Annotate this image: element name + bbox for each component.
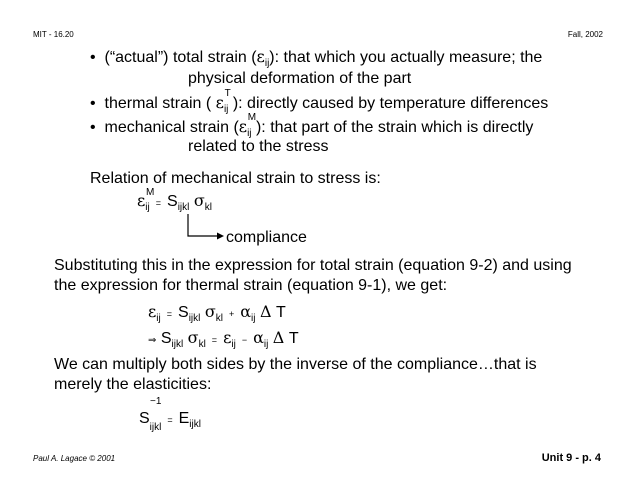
paragraph-line: We can multiply both sides by the inverse of the compliance…that is bbox=[54, 356, 537, 373]
bullet-mechanical-strain-cont: related to the stress bbox=[188, 138, 329, 155]
subscript: ijkl bbox=[149, 422, 162, 433]
compliance-symbol: S bbox=[167, 193, 178, 210]
equals-sign: = bbox=[167, 415, 173, 425]
alpha-symbol: α bbox=[240, 302, 252, 321]
relation-intro: Relation of mechanical strain to stress is: bbox=[90, 170, 381, 187]
sigma-symbol: σ bbox=[204, 302, 216, 321]
temperature-symbol: T bbox=[275, 304, 286, 321]
bullet-text: thermal strain ( bbox=[104, 95, 216, 112]
total-strain-equation bbox=[148, 302, 286, 325]
paragraph-line: Substituting this in the expression for total strain (equation 9-2) and using bbox=[54, 257, 572, 274]
epsilon-symbol: ε bbox=[148, 302, 157, 321]
subscript: ij bbox=[247, 128, 252, 139]
term-label: Fall, 2002 bbox=[567, 30, 603, 39]
delta-symbol: Δ bbox=[272, 328, 285, 347]
equals-sign: = bbox=[155, 198, 162, 208]
compliance-label: compliance bbox=[226, 229, 307, 246]
equals-sign: = bbox=[211, 335, 218, 345]
subscript: ij bbox=[264, 58, 270, 69]
subscript: kl bbox=[215, 313, 223, 324]
subscript: ij bbox=[251, 313, 256, 324]
compliance-symbol: S bbox=[178, 304, 189, 321]
epsilon-symbol: ε bbox=[238, 117, 248, 136]
bullet-thermal-strain bbox=[90, 88, 549, 116]
bullet-text: (“actual”) total strain ( bbox=[104, 49, 257, 66]
subscript: ijkl bbox=[189, 419, 201, 430]
compliance-symbol: S bbox=[160, 330, 172, 347]
subscript: kl bbox=[198, 339, 206, 350]
sigma-symbol: σ bbox=[193, 191, 205, 210]
superscript: T bbox=[224, 88, 231, 99]
alpha-symbol: α bbox=[253, 328, 264, 347]
compliance-symbol: S bbox=[139, 410, 150, 427]
bullet-text: mechanical strain ( bbox=[104, 119, 239, 136]
bullet-text: ): directly caused by temperature differences bbox=[228, 95, 549, 112]
bullet-text: ): that which you actually measure; the bbox=[269, 49, 543, 66]
paragraph-line: merely the elasticities: bbox=[54, 376, 212, 393]
epsilon-symbol: ε bbox=[137, 191, 146, 210]
epsilon-symbol: ε bbox=[223, 328, 232, 347]
stress-strain-equation bbox=[148, 328, 299, 351]
epsilon-symbol: ε bbox=[256, 47, 265, 66]
compliance-arrow-icon bbox=[185, 213, 225, 243]
bullet-dot: • bbox=[90, 119, 96, 136]
subscript: ij bbox=[263, 339, 269, 350]
implies-arrow-icon: ⇒ bbox=[148, 335, 157, 346]
paragraph-line: the expression for thermal strain (equation 9-1), we get: bbox=[54, 277, 448, 294]
subscript: ij bbox=[145, 202, 150, 213]
bullet-dot: • bbox=[90, 49, 96, 66]
sigma-symbol: σ bbox=[187, 328, 199, 347]
bullet-dot: • bbox=[90, 95, 96, 112]
delta-symbol: Δ bbox=[259, 302, 272, 321]
subscript: ij bbox=[223, 104, 229, 115]
constitutive-equation bbox=[137, 187, 212, 214]
temperature-symbol: T bbox=[288, 330, 299, 347]
minus-sign: − bbox=[241, 335, 248, 345]
page-number: Unit 9 - p. 4 bbox=[541, 452, 601, 464]
plus-sign: + bbox=[228, 309, 235, 319]
subscript: kl bbox=[204, 202, 212, 213]
author-credit: Paul A. Lagace © 2001 bbox=[33, 454, 116, 463]
subscript: ijkl bbox=[177, 202, 190, 213]
inverse-superscript: −1 bbox=[150, 396, 162, 407]
superscript: M bbox=[146, 187, 155, 198]
subscript: ij bbox=[156, 313, 161, 324]
elasticity-equation bbox=[139, 409, 201, 431]
subscript: ijkl bbox=[171, 339, 184, 350]
bullet-text: ): that part of the strain which is directly bbox=[251, 119, 534, 136]
bullet-total-strain-cont: physical deformation of the part bbox=[188, 70, 412, 87]
subscript: ij bbox=[231, 339, 236, 350]
superscript: M bbox=[247, 112, 257, 123]
bullet-total-strain bbox=[90, 47, 542, 70]
epsilon-symbol: ε bbox=[215, 93, 224, 112]
elasticity-symbol: E bbox=[178, 410, 190, 427]
course-label: MIT - 16.20 bbox=[33, 30, 74, 39]
equals-sign: = bbox=[166, 309, 173, 319]
subscript: ijkl bbox=[188, 313, 201, 324]
